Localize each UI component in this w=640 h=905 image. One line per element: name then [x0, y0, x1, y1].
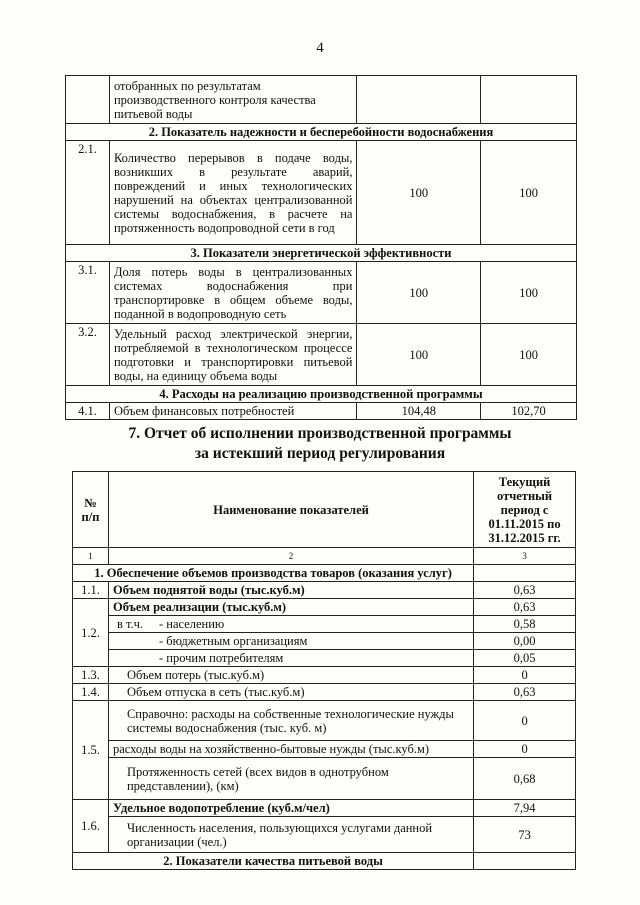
row-label: - населению [158, 617, 225, 631]
row-text: Объем финансовых потребностей [109, 403, 357, 420]
section-title: 2. Показатели качества питьевой воды [73, 853, 474, 870]
value-cell: 0 [474, 701, 576, 741]
column-number: 3 [474, 548, 576, 565]
row-text: Объем поднятой воды (тыс.куб.м) [108, 582, 473, 599]
report-table [72, 471, 576, 870]
column-number: 1 [73, 548, 109, 565]
value-cell: 100 [357, 141, 481, 245]
header-num: № п/п [73, 472, 109, 548]
row-number: 1.4. [73, 684, 109, 701]
row-number: 3.2. [66, 324, 110, 386]
row-text: Объем потерь (тыс.куб.м) [108, 667, 473, 684]
row-number: 1.6. [73, 800, 109, 853]
row-text: расходы воды на хозяйственно-бытовые нужды (тыс.куб.м) [108, 741, 473, 758]
page-number: 4 [316, 40, 324, 56]
value-cell: 73 [474, 817, 576, 853]
column-number: 2 [108, 548, 473, 565]
row-text: Объем реализации (тыс.куб.м) [108, 599, 473, 616]
value-cell: 0,63 [474, 684, 576, 701]
row-number: 1.3. [73, 667, 109, 684]
row-number: 1.1. [73, 582, 109, 599]
row-text: отобранных по результатам производственного контроля качества питьевой воды [109, 76, 357, 124]
row-text: Удельное водопотребление (куб.м/чел) [108, 800, 473, 817]
cell-num [66, 76, 110, 124]
value-cell: 0,00 [474, 633, 576, 650]
indicators-table [65, 75, 577, 420]
value-cell: 104,48 [357, 403, 481, 420]
value-cell: 7,94 [474, 800, 576, 817]
value-cell: 102,70 [481, 403, 577, 420]
row-number: 1.2. [73, 599, 109, 667]
value-cell: 0,05 [474, 650, 576, 667]
row-text: Удельный расход электрической энергии, потребляемой в технологическом процессе подготовки и транспортировки питьевой воды, на единицу объема воды [109, 324, 357, 386]
row-number: 1.5. [73, 701, 109, 800]
row-text: Справочно: расходы на собственные технологические нужды системы водоснабжения (тыс. куб. м) [108, 701, 473, 741]
section-title: 4. Расходы на реализацию производственной программы [66, 386, 577, 403]
row-number: 2.1. [66, 141, 110, 245]
value-cell: 100 [481, 141, 577, 245]
value-cell: 0,63 [474, 599, 576, 616]
value-cell: 0,63 [474, 582, 576, 599]
value-cell: 100 [481, 262, 577, 324]
value-cell: 100 [357, 262, 481, 324]
row-text [108, 616, 473, 633]
header-name: Наименование показателей [108, 472, 473, 548]
value-cell: 100 [357, 324, 481, 386]
section-heading [0, 424, 640, 464]
heading-line-1: 7. Отчет об исполнении производственной программы [128, 425, 512, 442]
row-text: Численность населения, пользующихся услугами данной организации (чел.) [108, 817, 473, 853]
value-cell: 0,58 [474, 616, 576, 633]
row-text: - прочим потребителям [108, 650, 473, 667]
value-cell: 0 [474, 667, 576, 684]
section-title: 3. Показатели энергетической эффективности [66, 245, 577, 262]
value-cell: 100 [481, 324, 577, 386]
value-cell: 0,68 [474, 758, 576, 800]
row-text: Количество перерывов в подаче воды, возникших в результате аварий, повреждений и иных технологических нарушений на объектах централизованной системы водоснабжения, в расчете на протяженность водопроводной сети в год [109, 141, 357, 245]
row-text: Протяженность сетей (всех видов в однотрубном представлении), (км) [108, 758, 473, 800]
row-text: Объем отпуска в сеть (тыс.куб.м) [108, 684, 473, 701]
section-title: 1. Обеспечение объемов производства товаров (оказания услуг) [73, 565, 474, 582]
header-period: Текущий отчетный период с 01.11.2015 по 31.12.2015 гг. [474, 472, 576, 548]
row-number: 3.1. [66, 262, 110, 324]
row-text: Доля потерь воды в централизованных системах водоснабжения при транспортировке в общем объеме воды, поданной в водопроводную сеть [109, 262, 357, 324]
value-cell: 0 [474, 741, 576, 758]
heading-line-2: за истекший период регулирования [194, 445, 446, 462]
section-title: 2. Показатель надежности и бесперебойности водоснабжения [66, 124, 577, 141]
row-number: 4.1. [66, 403, 110, 420]
row-prefix: в т.ч. [116, 617, 144, 631]
row-text: - бюджетным организациям [108, 633, 473, 650]
